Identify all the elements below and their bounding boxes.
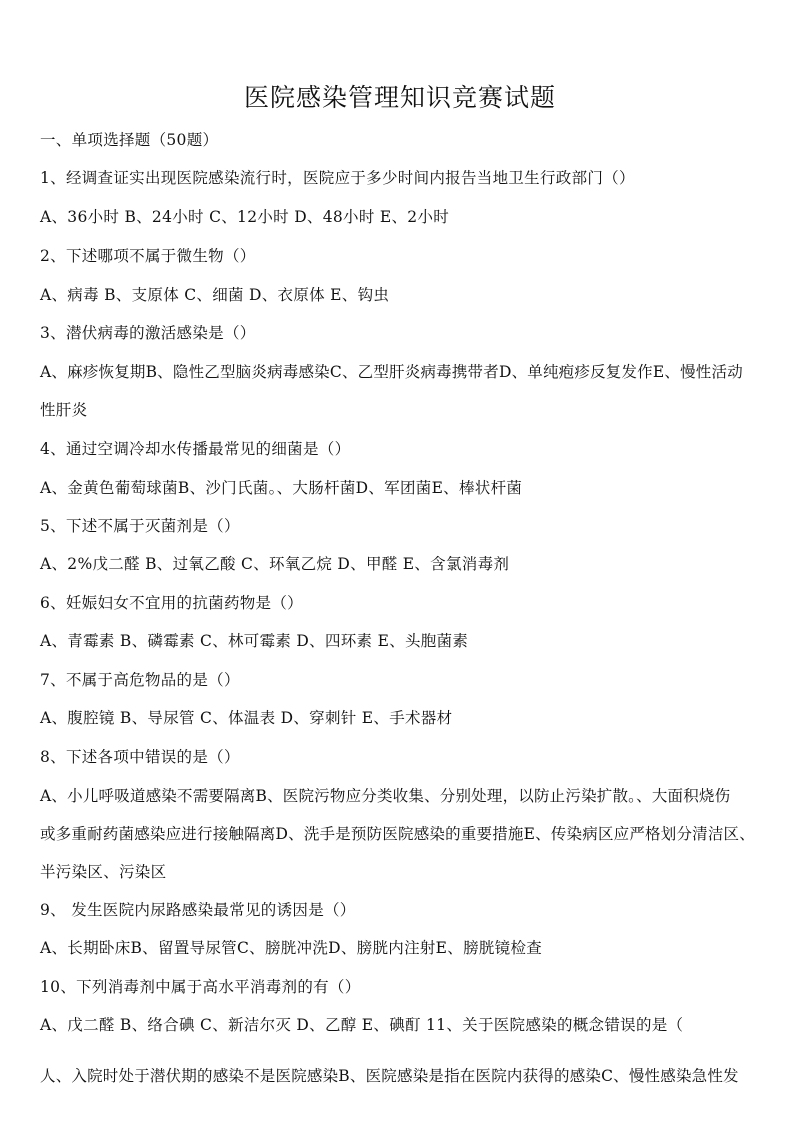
page-title: 医院感染管理知识竞赛试题 [243, 83, 556, 112]
question-2: 2、下述哪项不属于微生物（） [40, 247, 256, 265]
options-3-line-1: A、麻疹恢复期B、隐性乙型脑炎病毒感染C、乙型肝炎病毒携带者D、单纯疱疹反复发作E、慢性活动 [40, 363, 743, 381]
options-3-line-2: 性肝炎 [40, 401, 88, 419]
question-3: 3、潜伏病毒的激活感染是（） [40, 324, 256, 342]
options-4: A、金黄色葡萄球菌B、沙门氏菌。、大肠杆菌D、军团菌E、棒状杆菌 [40, 479, 523, 497]
section-heading: 一、单项选择题（50题） [40, 131, 219, 149]
options-8-line-3: 半污染区、污染区 [40, 863, 167, 881]
options-8-line-1: A、小儿呼吸道感染不需要隔离B、医院污物应分类收集、分别处理，以防止污染扩散。、大面积烧伤 [40, 787, 731, 805]
options-11-line-1: 人、入院时处于潜伏期的感染不是医院感染B、医院感染是指在医院内获得的感染C、慢性感染急性发 [40, 1067, 739, 1085]
question-4: 4、通过空调冷却水传播最常见的细菌是（） [40, 440, 351, 458]
question-1: 1、经调查证实出现医院感染流行时，医院应于多少时间内报告当地卫生行政部门（） [40, 169, 635, 187]
options-5: A、2%戊二醛 B、过氧乙酸 C、环氧乙烷 D、甲醛 E、含氯消毒剂 [40, 555, 510, 573]
question-6: 6、妊娠妇女不宜用的抗菌药物是（） [40, 594, 303, 612]
options-6: A、青霉素 B、磷霉素 C、林可霉素 D、四环素 E、头胞菌素 [40, 632, 469, 650]
options-10-question-11: A、戊二醛 B、络合碘 C、新洁尔灭 D、乙醇 E、碘酊 11、关于医院感染的概念错误的是（ [40, 1016, 684, 1034]
options-2: A、病毒 B、支原体 C、细菌 D、衣原体 E、钩虫 [40, 286, 390, 304]
question-8: 8、下述各项中错误的是（） [40, 748, 240, 766]
options-8-line-2: 或多重耐药菌感染应进行接触隔离D、洗手是预防医院感染的重要措施E、传染病区应严格划分清洁区、 [40, 825, 755, 843]
options-9: A、长期卧床B、留置导尿管C、膀胱冲洗D、膀胱内注射E、膀胱镜检查 [40, 939, 543, 957]
question-5: 5、下述不属于灭菌剂是（） [40, 517, 240, 535]
question-9: 9、 发生医院内尿路感染最常见的诱因是（） [40, 901, 356, 919]
options-7: A、腹腔镜 B、导尿管 C、体温表 D、穿刺针 E、手术器材 [40, 709, 453, 727]
question-7: 7、不属于高危物品的是（） [40, 671, 240, 689]
options-1: A、36小时 B、24小时 C、12小时 D、48小时 E、2小时 [40, 208, 450, 226]
question-10: 10、下列消毒剂中属于高水平消毒剂的有（） [40, 978, 361, 996]
